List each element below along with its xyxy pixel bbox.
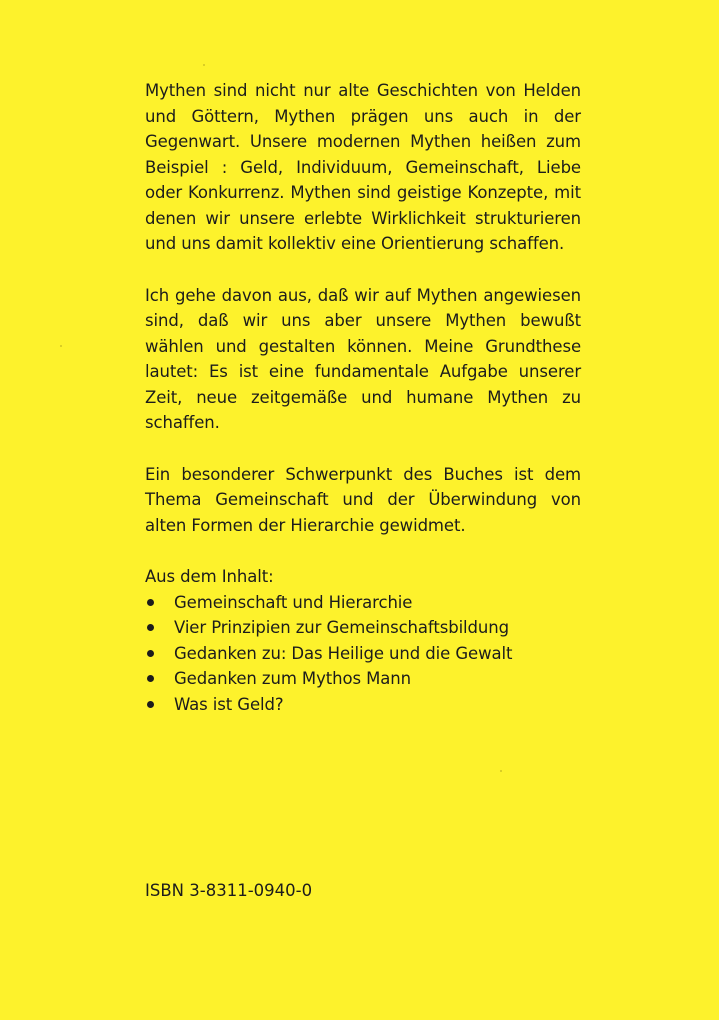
paper-speck xyxy=(500,770,502,772)
paragraph-intro: Mythen sind nicht nur alte Geschichten von Helden und Göttern, Mythen prägen uns auch in der Gegenwart. Unsere modernen Mythen heißen zum Beispiel : Geld, Individuum, Gemeinschaft, Liebe oder Konkurrenz. Mythen sind geistige Konzepte, mit denen wir unsere erlebte Wirklichkeit strukturieren und uns damit kollektiv eine Orientierung schaffen. xyxy=(145,81,581,253)
list-item xyxy=(145,615,581,641)
list-item-label: Gemeinschaft und Hierarchie xyxy=(174,592,413,612)
bullet-icon xyxy=(147,599,154,606)
bullet-icon xyxy=(147,675,154,682)
list-item-label: Was ist Geld? xyxy=(174,694,284,714)
list-item xyxy=(145,590,581,616)
list-item-label: Gedanken zum Mythos Mann xyxy=(174,669,411,688)
bullet-icon xyxy=(147,650,154,657)
list-item xyxy=(145,666,581,692)
list-item-label: Vier Prinzipien zur Gemeinschaftsbildung xyxy=(174,618,510,637)
list-item xyxy=(145,641,581,667)
paper-speck xyxy=(203,64,205,66)
list-item-label: Gedanken zu: Das Heilige und die Gewalt xyxy=(174,643,513,663)
bullet-icon xyxy=(147,701,154,708)
list-item xyxy=(145,692,581,718)
paragraph-thesis: Ich gehe davon aus, daß wir auf Mythen angewiesen sind, daß wir uns aber unsere Mythen bewußt wählen und gestalten können. Meine Grundthese lautet: Es ist eine fundamentale Aufgabe unserer Zeit, neue zeitgemäße und humane Mythen zu schaffen. xyxy=(145,285,581,432)
contents-heading: Aus dem Inhalt: xyxy=(145,567,274,586)
paragraph-focus: Ein besonderer Schwerpunkt des Buches ist dem Thema Gemeinschaft und der Überwindung von alten Formen der Hierarchie gewidmet. xyxy=(145,464,581,535)
paper-speck xyxy=(60,345,62,347)
bullet-icon xyxy=(147,624,154,631)
blurb-text xyxy=(145,78,581,717)
isbn-number: ISBN 3-8311-0940-0 xyxy=(145,881,313,900)
contents-list xyxy=(145,590,581,718)
